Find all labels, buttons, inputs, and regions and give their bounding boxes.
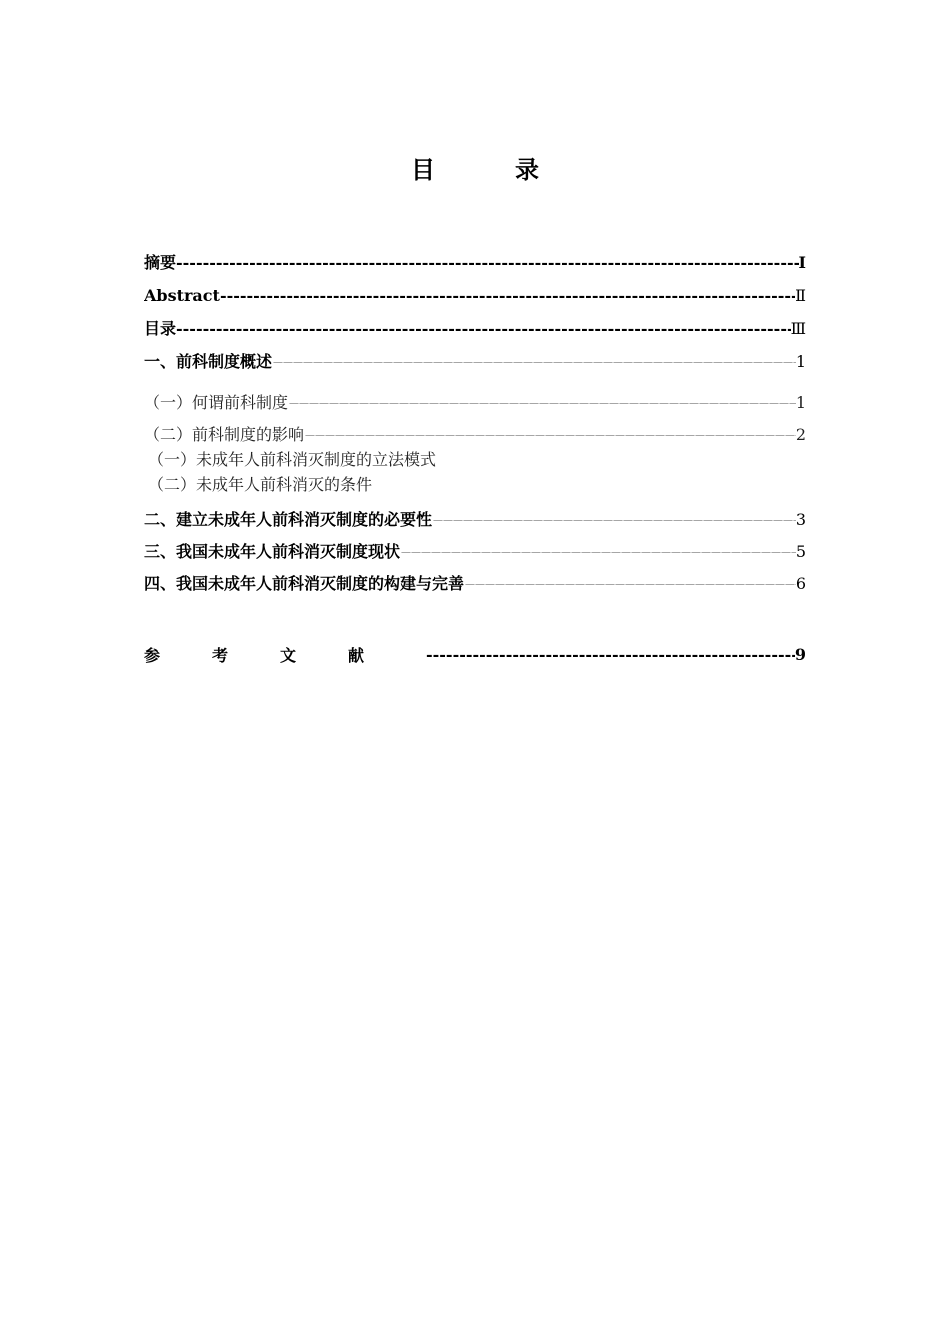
toc-leader [272,351,796,373]
toc-leader [304,424,796,446]
toc-entry-label: Abstract [144,286,220,305]
toc-entry-section-3[interactable] [144,541,806,563]
toc-entry-label: 四、我国未成年人前科消灭制度的构建与完善 [144,574,465,593]
toc-page-number: 2 [795,425,806,444]
toc-entry-section-1-4[interactable]: （二）未成年人前科消灭的条件 [148,475,373,494]
toc-page-number: Ⅱ [795,286,806,305]
toc-page-number: 5 [795,542,806,561]
toc-entry-label: 摘要 [144,253,177,272]
toc-entry-section-1-1[interactable] [144,392,806,414]
toc-entry-section-4[interactable] [144,573,806,595]
toc-page-number: 3 [795,510,806,529]
toc-entry-label: 参考文献 [144,645,417,665]
toc-leader [176,318,791,340]
toc-page-number: 6 [795,574,806,593]
toc-entry-abstract-en[interactable] [144,285,806,307]
toc-leader [400,541,796,563]
toc-entry-label: 目录 [144,319,177,338]
toc-entry-label: 三、我国未成年人前科消灭制度现状 [144,542,401,561]
toc-leader [176,252,799,274]
toc-page-number: Ⅲ [790,319,806,338]
toc-entry-label: 一、前科制度概述 [144,352,273,371]
toc-entry-section-1-2[interactable] [144,424,806,446]
toc-leader [220,285,795,307]
toc-entry-label: 二、建立未成年人前科消灭制度的必要性 [144,510,433,529]
toc-entry-label: （一）何谓前科制度 [144,393,289,412]
toc-entry-contents[interactable] [144,318,806,340]
toc-page-number: 1 [795,393,806,412]
toc-entry-section-1-3[interactable]: （一）未成年人前科消灭制度的立法模式 [148,450,437,469]
toc-leader [426,645,795,664]
toc-leader [464,573,796,595]
toc-entry-references[interactable] [144,642,806,666]
page-title: 目 录 [411,156,567,184]
toc-entry-label: （二）前科制度的影响 [144,425,305,444]
toc-page-number: 9 [794,644,806,664]
toc-leader [288,392,796,414]
toc-entry-abstract-cn[interactable] [144,252,806,274]
toc-entry-section-2[interactable] [144,509,806,531]
toc-leader [432,509,796,531]
toc-page-number: 1 [795,352,806,371]
toc-entry-section-1[interactable] [144,351,806,373]
toc-page-number: I [798,253,806,272]
